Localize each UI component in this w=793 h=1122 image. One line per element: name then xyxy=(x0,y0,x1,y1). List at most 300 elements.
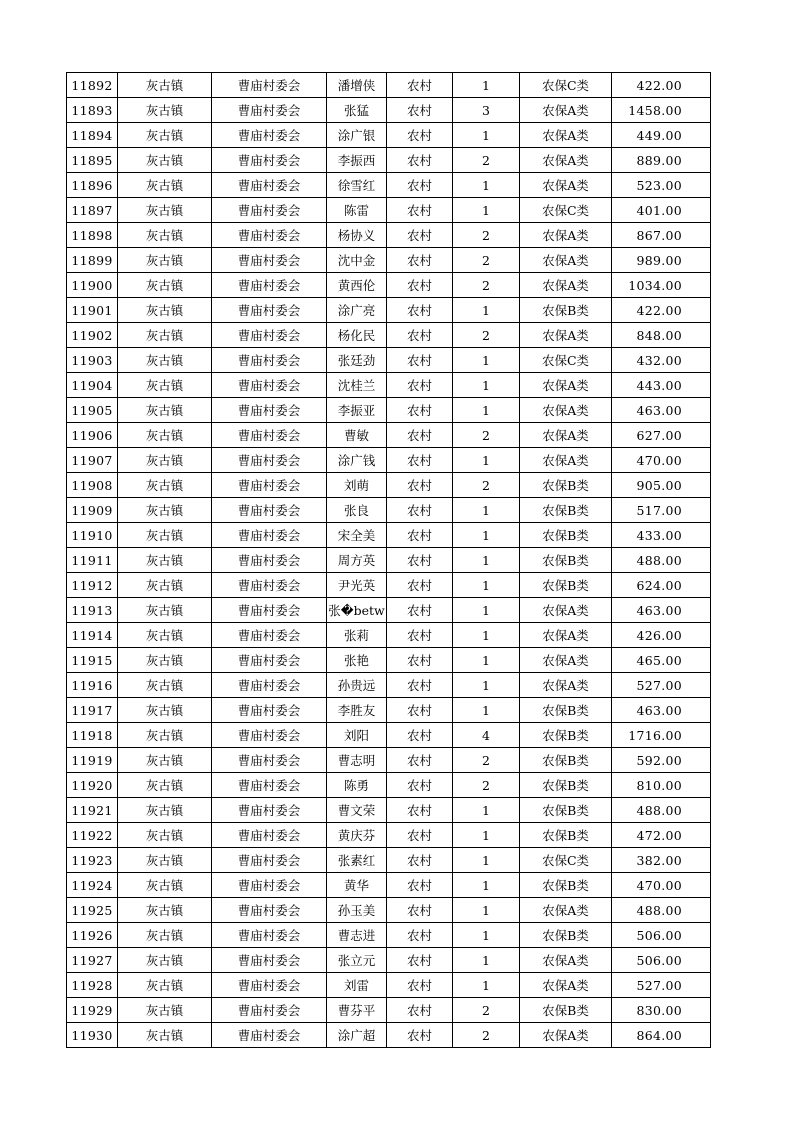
insurance-class-cell: 农保A类 xyxy=(520,448,612,473)
record-id-cell: 11912 xyxy=(67,573,118,598)
area-type-cell: 农村 xyxy=(387,548,453,573)
person-name-cell: 曹敏 xyxy=(327,423,387,448)
insurance-class-cell: 农保B类 xyxy=(520,873,612,898)
town-cell: 灰古镇 xyxy=(118,823,212,848)
person-name-cell: 曹文荣 xyxy=(327,798,387,823)
record-id-cell: 11903 xyxy=(67,348,118,373)
village-committee-cell: 曹庙村委会 xyxy=(212,598,327,623)
record-id-cell: 11920 xyxy=(67,773,118,798)
area-type-cell: 农村 xyxy=(387,423,453,448)
area-type-cell: 农村 xyxy=(387,798,453,823)
town-cell: 灰古镇 xyxy=(118,273,212,298)
person-name-cell: 杨协义 xyxy=(327,223,387,248)
village-committee-cell: 曹庙村委会 xyxy=(212,148,327,173)
household-size-cell: 2 xyxy=(453,748,520,773)
town-cell: 灰古镇 xyxy=(118,523,212,548)
insurance-class-cell: 农保A类 xyxy=(520,898,612,923)
amount-cell: 905.00 xyxy=(612,473,711,498)
household-size-cell: 1 xyxy=(453,523,520,548)
table-row xyxy=(67,973,711,998)
amount-cell: 488.00 xyxy=(612,798,711,823)
record-id-cell: 11921 xyxy=(67,798,118,823)
table-row xyxy=(67,648,711,673)
amount-cell: 465.00 xyxy=(612,648,711,673)
person-name-cell: 张素红 xyxy=(327,848,387,873)
town-cell: 灰古镇 xyxy=(118,223,212,248)
household-size-cell: 1 xyxy=(453,673,520,698)
insurance-class-cell: 农保A类 xyxy=(520,673,612,698)
table-row xyxy=(67,423,711,448)
household-size-cell: 1 xyxy=(453,123,520,148)
document-page xyxy=(66,72,710,1048)
person-name-cell: 尹光英 xyxy=(327,573,387,598)
table-row xyxy=(67,123,711,148)
town-cell: 灰古镇 xyxy=(118,573,212,598)
town-cell: 灰古镇 xyxy=(118,623,212,648)
person-name-cell: 张立元 xyxy=(327,948,387,973)
record-id-cell: 11926 xyxy=(67,923,118,948)
town-cell: 灰古镇 xyxy=(118,398,212,423)
area-type-cell: 农村 xyxy=(387,848,453,873)
record-id-cell: 11910 xyxy=(67,523,118,548)
village-committee-cell: 曹庙村委会 xyxy=(212,673,327,698)
person-name-cell: 周方英 xyxy=(327,548,387,573)
village-committee-cell: 曹庙村委会 xyxy=(212,198,327,223)
village-committee-cell: 曹庙村委会 xyxy=(212,948,327,973)
insurance-class-cell: 农保C类 xyxy=(520,198,612,223)
amount-cell: 867.00 xyxy=(612,223,711,248)
village-committee-cell: 曹庙村委会 xyxy=(212,573,327,598)
person-name-cell: 涂广银 xyxy=(327,123,387,148)
person-name-cell: 宋全美 xyxy=(327,523,387,548)
record-id-cell: 11925 xyxy=(67,898,118,923)
person-name-cell: 刘阳 xyxy=(327,723,387,748)
household-size-cell: 1 xyxy=(453,848,520,873)
insurance-class-cell: 农保B类 xyxy=(520,298,612,323)
person-name-cell: 孙贵远 xyxy=(327,673,387,698)
insurance-class-cell: 农保B类 xyxy=(520,823,612,848)
person-name-cell: 涂广钱 xyxy=(327,448,387,473)
area-type-cell: 农村 xyxy=(387,348,453,373)
household-size-cell: 2 xyxy=(453,148,520,173)
record-id-cell: 11915 xyxy=(67,648,118,673)
area-type-cell: 农村 xyxy=(387,498,453,523)
amount-cell: 422.00 xyxy=(612,73,711,98)
household-size-cell: 1 xyxy=(453,173,520,198)
town-cell: 灰古镇 xyxy=(118,598,212,623)
village-committee-cell: 曹庙村委会 xyxy=(212,248,327,273)
insurance-class-cell: 农保C类 xyxy=(520,73,612,98)
area-type-cell: 农村 xyxy=(387,248,453,273)
amount-cell: 449.00 xyxy=(612,123,711,148)
amount-cell: 382.00 xyxy=(612,848,711,873)
village-committee-cell: 曹庙村委会 xyxy=(212,273,327,298)
town-cell: 灰古镇 xyxy=(118,498,212,523)
household-size-cell: 1 xyxy=(453,448,520,473)
table-row xyxy=(67,248,711,273)
amount-cell: 592.00 xyxy=(612,748,711,773)
amount-cell: 527.00 xyxy=(612,673,711,698)
record-id-cell: 11905 xyxy=(67,398,118,423)
household-size-cell: 1 xyxy=(453,873,520,898)
amount-cell: 470.00 xyxy=(612,873,711,898)
table-row xyxy=(67,773,711,798)
village-committee-cell: 曹庙村委会 xyxy=(212,548,327,573)
area-type-cell: 农村 xyxy=(387,898,453,923)
person-name-cell: 涂广亮 xyxy=(327,298,387,323)
household-size-cell: 2 xyxy=(453,473,520,498)
table-row xyxy=(67,198,711,223)
household-size-cell: 1 xyxy=(453,898,520,923)
person-name-cell: 李振西 xyxy=(327,148,387,173)
village-committee-cell: 曹庙村委会 xyxy=(212,73,327,98)
town-cell: 灰古镇 xyxy=(118,948,212,973)
table-row xyxy=(67,673,711,698)
area-type-cell: 农村 xyxy=(387,823,453,848)
table-row xyxy=(67,298,711,323)
table-row xyxy=(67,398,711,423)
table-row xyxy=(67,723,711,748)
person-name-cell: 陈勇 xyxy=(327,773,387,798)
household-size-cell: 2 xyxy=(453,423,520,448)
table-body xyxy=(67,73,711,1048)
record-id-cell: 11904 xyxy=(67,373,118,398)
household-size-cell: 1 xyxy=(453,198,520,223)
insurance-class-cell: 农保B类 xyxy=(520,748,612,773)
town-cell: 灰古镇 xyxy=(118,898,212,923)
person-name-cell: 杨化民 xyxy=(327,323,387,348)
insurance-class-cell: 农保B类 xyxy=(520,498,612,523)
person-name-cell: 陈雷 xyxy=(327,198,387,223)
table-row xyxy=(67,823,711,848)
person-name-cell: 涂广超 xyxy=(327,1023,387,1048)
area-type-cell: 农村 xyxy=(387,873,453,898)
amount-cell: 523.00 xyxy=(612,173,711,198)
household-size-cell: 1 xyxy=(453,73,520,98)
insurance-class-cell: 农保B类 xyxy=(520,998,612,1023)
household-size-cell: 1 xyxy=(453,598,520,623)
person-name-cell: 徐雪红 xyxy=(327,173,387,198)
person-name-cell: 刘萌 xyxy=(327,473,387,498)
household-size-cell: 1 xyxy=(453,923,520,948)
amount-cell: 889.00 xyxy=(612,148,711,173)
person-name-cell: 刘雷 xyxy=(327,973,387,998)
household-size-cell: 1 xyxy=(453,823,520,848)
person-name-cell: 李振亚 xyxy=(327,398,387,423)
town-cell: 灰古镇 xyxy=(118,873,212,898)
amount-cell: 463.00 xyxy=(612,698,711,723)
household-size-cell: 2 xyxy=(453,223,520,248)
area-type-cell: 农村 xyxy=(387,773,453,798)
village-committee-cell: 曹庙村委会 xyxy=(212,398,327,423)
area-type-cell: 农村 xyxy=(387,298,453,323)
record-id-cell: 11916 xyxy=(67,673,118,698)
table-row xyxy=(67,623,711,648)
town-cell: 灰古镇 xyxy=(118,123,212,148)
area-type-cell: 农村 xyxy=(387,123,453,148)
town-cell: 灰古镇 xyxy=(118,373,212,398)
town-cell: 灰古镇 xyxy=(118,923,212,948)
table-row xyxy=(67,848,711,873)
area-type-cell: 农村 xyxy=(387,273,453,298)
village-committee-cell: 曹庙村委会 xyxy=(212,923,327,948)
area-type-cell: 农村 xyxy=(387,598,453,623)
household-size-cell: 1 xyxy=(453,698,520,723)
table-row xyxy=(67,173,711,198)
area-type-cell: 农村 xyxy=(387,673,453,698)
table-row xyxy=(67,223,711,248)
record-id-cell: 11893 xyxy=(67,98,118,123)
amount-cell: 433.00 xyxy=(612,523,711,548)
area-type-cell: 农村 xyxy=(387,1023,453,1048)
town-cell: 灰古镇 xyxy=(118,323,212,348)
area-type-cell: 农村 xyxy=(387,948,453,973)
insurance-class-cell: 农保A类 xyxy=(520,248,612,273)
village-committee-cell: 曹庙村委会 xyxy=(212,748,327,773)
record-id-cell: 11899 xyxy=(67,248,118,273)
amount-cell: 864.00 xyxy=(612,1023,711,1048)
household-size-cell: 1 xyxy=(453,348,520,373)
household-size-cell: 1 xyxy=(453,398,520,423)
town-cell: 灰古镇 xyxy=(118,998,212,1023)
amount-cell: 517.00 xyxy=(612,498,711,523)
amount-cell: 463.00 xyxy=(612,598,711,623)
village-committee-cell: 曹庙村委会 xyxy=(212,973,327,998)
household-size-cell: 1 xyxy=(453,623,520,648)
amount-cell: 830.00 xyxy=(612,998,711,1023)
person-name-cell: 张廷劲 xyxy=(327,348,387,373)
insurance-class-cell: 农保A类 xyxy=(520,273,612,298)
insurance-class-cell: 农保A类 xyxy=(520,423,612,448)
village-committee-cell: 曹庙村委会 xyxy=(212,473,327,498)
amount-cell: 426.00 xyxy=(612,623,711,648)
area-type-cell: 农村 xyxy=(387,648,453,673)
area-type-cell: 农村 xyxy=(387,198,453,223)
table-row xyxy=(67,748,711,773)
insurance-class-cell: 农保A类 xyxy=(520,373,612,398)
village-committee-cell: 曹庙村委会 xyxy=(212,773,327,798)
household-size-cell: 1 xyxy=(453,573,520,598)
insurance-class-cell: 农保B类 xyxy=(520,773,612,798)
village-committee-cell: 曹庙村委会 xyxy=(212,348,327,373)
record-id-cell: 11913 xyxy=(67,598,118,623)
village-committee-cell: 曹庙村委会 xyxy=(212,448,327,473)
area-type-cell: 农村 xyxy=(387,223,453,248)
record-id-cell: 11908 xyxy=(67,473,118,498)
person-name-cell: 李胜友 xyxy=(327,698,387,723)
village-committee-cell: 曹庙村委会 xyxy=(212,723,327,748)
area-type-cell: 农村 xyxy=(387,748,453,773)
table-row xyxy=(67,148,711,173)
town-cell: 灰古镇 xyxy=(118,548,212,573)
record-id-cell: 11924 xyxy=(67,873,118,898)
town-cell: 灰古镇 xyxy=(118,748,212,773)
person-name-cell: 张�betw xyxy=(327,598,387,623)
amount-cell: 506.00 xyxy=(612,948,711,973)
data-table xyxy=(66,72,711,1048)
insurance-class-cell: 农保A类 xyxy=(520,123,612,148)
amount-cell: 422.00 xyxy=(612,298,711,323)
amount-cell: 848.00 xyxy=(612,323,711,348)
table-row xyxy=(67,323,711,348)
insurance-class-cell: 农保B类 xyxy=(520,473,612,498)
insurance-class-cell: 农保A类 xyxy=(520,623,612,648)
town-cell: 灰古镇 xyxy=(118,173,212,198)
insurance-class-cell: 农保B类 xyxy=(520,548,612,573)
amount-cell: 470.00 xyxy=(612,448,711,473)
table-row xyxy=(67,548,711,573)
table-row xyxy=(67,798,711,823)
record-id-cell: 11894 xyxy=(67,123,118,148)
area-type-cell: 农村 xyxy=(387,448,453,473)
insurance-class-cell: 农保C类 xyxy=(520,848,612,873)
person-name-cell: 黄华 xyxy=(327,873,387,898)
record-id-cell: 11930 xyxy=(67,1023,118,1048)
table-row xyxy=(67,498,711,523)
village-committee-cell: 曹庙村委会 xyxy=(212,498,327,523)
record-id-cell: 11914 xyxy=(67,623,118,648)
person-name-cell: 张莉 xyxy=(327,623,387,648)
household-size-cell: 3 xyxy=(453,98,520,123)
town-cell: 灰古镇 xyxy=(118,198,212,223)
household-size-cell: 1 xyxy=(453,373,520,398)
town-cell: 灰古镇 xyxy=(118,698,212,723)
table-row xyxy=(67,998,711,1023)
amount-cell: 472.00 xyxy=(612,823,711,848)
record-id-cell: 11900 xyxy=(67,273,118,298)
amount-cell: 488.00 xyxy=(612,898,711,923)
table-row xyxy=(67,373,711,398)
amount-cell: 989.00 xyxy=(612,248,711,273)
table-row xyxy=(67,98,711,123)
amount-cell: 463.00 xyxy=(612,398,711,423)
table-row xyxy=(67,598,711,623)
table-row xyxy=(67,473,711,498)
table-row xyxy=(67,898,711,923)
insurance-class-cell: 农保A类 xyxy=(520,323,612,348)
record-id-cell: 11911 xyxy=(67,548,118,573)
amount-cell: 627.00 xyxy=(612,423,711,448)
area-type-cell: 农村 xyxy=(387,473,453,498)
table-row xyxy=(67,948,711,973)
town-cell: 灰古镇 xyxy=(118,348,212,373)
table-row xyxy=(67,273,711,298)
record-id-cell: 11909 xyxy=(67,498,118,523)
insurance-class-cell: 农保A类 xyxy=(520,948,612,973)
amount-cell: 810.00 xyxy=(612,773,711,798)
insurance-class-cell: 农保A类 xyxy=(520,598,612,623)
household-size-cell: 1 xyxy=(453,298,520,323)
area-type-cell: 农村 xyxy=(387,398,453,423)
table-row xyxy=(67,523,711,548)
village-committee-cell: 曹庙村委会 xyxy=(212,898,327,923)
village-committee-cell: 曹庙村委会 xyxy=(212,698,327,723)
person-name-cell: 曹志进 xyxy=(327,923,387,948)
person-name-cell: 孙玉美 xyxy=(327,898,387,923)
record-id-cell: 11919 xyxy=(67,748,118,773)
person-name-cell: 黄西伦 xyxy=(327,273,387,298)
town-cell: 灰古镇 xyxy=(118,648,212,673)
amount-cell: 1458.00 xyxy=(612,98,711,123)
record-id-cell: 11922 xyxy=(67,823,118,848)
person-name-cell: 张艳 xyxy=(327,648,387,673)
village-committee-cell: 曹庙村委会 xyxy=(212,298,327,323)
amount-cell: 1034.00 xyxy=(612,273,711,298)
area-type-cell: 农村 xyxy=(387,623,453,648)
area-type-cell: 农村 xyxy=(387,323,453,348)
insurance-class-cell: 农保B类 xyxy=(520,523,612,548)
insurance-class-cell: 农保B类 xyxy=(520,698,612,723)
area-type-cell: 农村 xyxy=(387,523,453,548)
village-committee-cell: 曹庙村委会 xyxy=(212,798,327,823)
record-id-cell: 11907 xyxy=(67,448,118,473)
town-cell: 灰古镇 xyxy=(118,73,212,98)
village-committee-cell: 曹庙村委会 xyxy=(212,823,327,848)
record-id-cell: 11917 xyxy=(67,698,118,723)
insurance-class-cell: 农保A类 xyxy=(520,173,612,198)
household-size-cell: 2 xyxy=(453,273,520,298)
area-type-cell: 农村 xyxy=(387,973,453,998)
person-name-cell: 张良 xyxy=(327,498,387,523)
household-size-cell: 2 xyxy=(453,1023,520,1048)
person-name-cell: 张猛 xyxy=(327,98,387,123)
table-row xyxy=(67,1023,711,1048)
town-cell: 灰古镇 xyxy=(118,148,212,173)
table-row xyxy=(67,698,711,723)
town-cell: 灰古镇 xyxy=(118,773,212,798)
area-type-cell: 农村 xyxy=(387,998,453,1023)
insurance-class-cell: 农保B类 xyxy=(520,798,612,823)
record-id-cell: 11901 xyxy=(67,298,118,323)
area-type-cell: 农村 xyxy=(387,698,453,723)
household-size-cell: 2 xyxy=(453,773,520,798)
insurance-class-cell: 农保A类 xyxy=(520,223,612,248)
area-type-cell: 农村 xyxy=(387,98,453,123)
table-row xyxy=(67,923,711,948)
area-type-cell: 农村 xyxy=(387,373,453,398)
insurance-class-cell: 农保A类 xyxy=(520,648,612,673)
amount-cell: 1716.00 xyxy=(612,723,711,748)
person-name-cell: 沈桂兰 xyxy=(327,373,387,398)
village-committee-cell: 曹庙村委会 xyxy=(212,998,327,1023)
town-cell: 灰古镇 xyxy=(118,798,212,823)
amount-cell: 506.00 xyxy=(612,923,711,948)
amount-cell: 624.00 xyxy=(612,573,711,598)
record-id-cell: 11929 xyxy=(67,998,118,1023)
town-cell: 灰古镇 xyxy=(118,98,212,123)
town-cell: 灰古镇 xyxy=(118,448,212,473)
household-size-cell: 2 xyxy=(453,323,520,348)
household-size-cell: 1 xyxy=(453,498,520,523)
town-cell: 灰古镇 xyxy=(118,298,212,323)
town-cell: 灰古镇 xyxy=(118,723,212,748)
table-row xyxy=(67,573,711,598)
amount-cell: 443.00 xyxy=(612,373,711,398)
village-committee-cell: 曹庙村委会 xyxy=(212,423,327,448)
table-row xyxy=(67,348,711,373)
insurance-class-cell: 农保B类 xyxy=(520,573,612,598)
amount-cell: 488.00 xyxy=(612,548,711,573)
town-cell: 灰古镇 xyxy=(118,673,212,698)
town-cell: 灰古镇 xyxy=(118,848,212,873)
record-id-cell: 11906 xyxy=(67,423,118,448)
amount-cell: 432.00 xyxy=(612,348,711,373)
village-committee-cell: 曹庙村委会 xyxy=(212,173,327,198)
insurance-class-cell: 农保A类 xyxy=(520,98,612,123)
area-type-cell: 农村 xyxy=(387,573,453,598)
village-committee-cell: 曹庙村委会 xyxy=(212,323,327,348)
village-committee-cell: 曹庙村委会 xyxy=(212,623,327,648)
